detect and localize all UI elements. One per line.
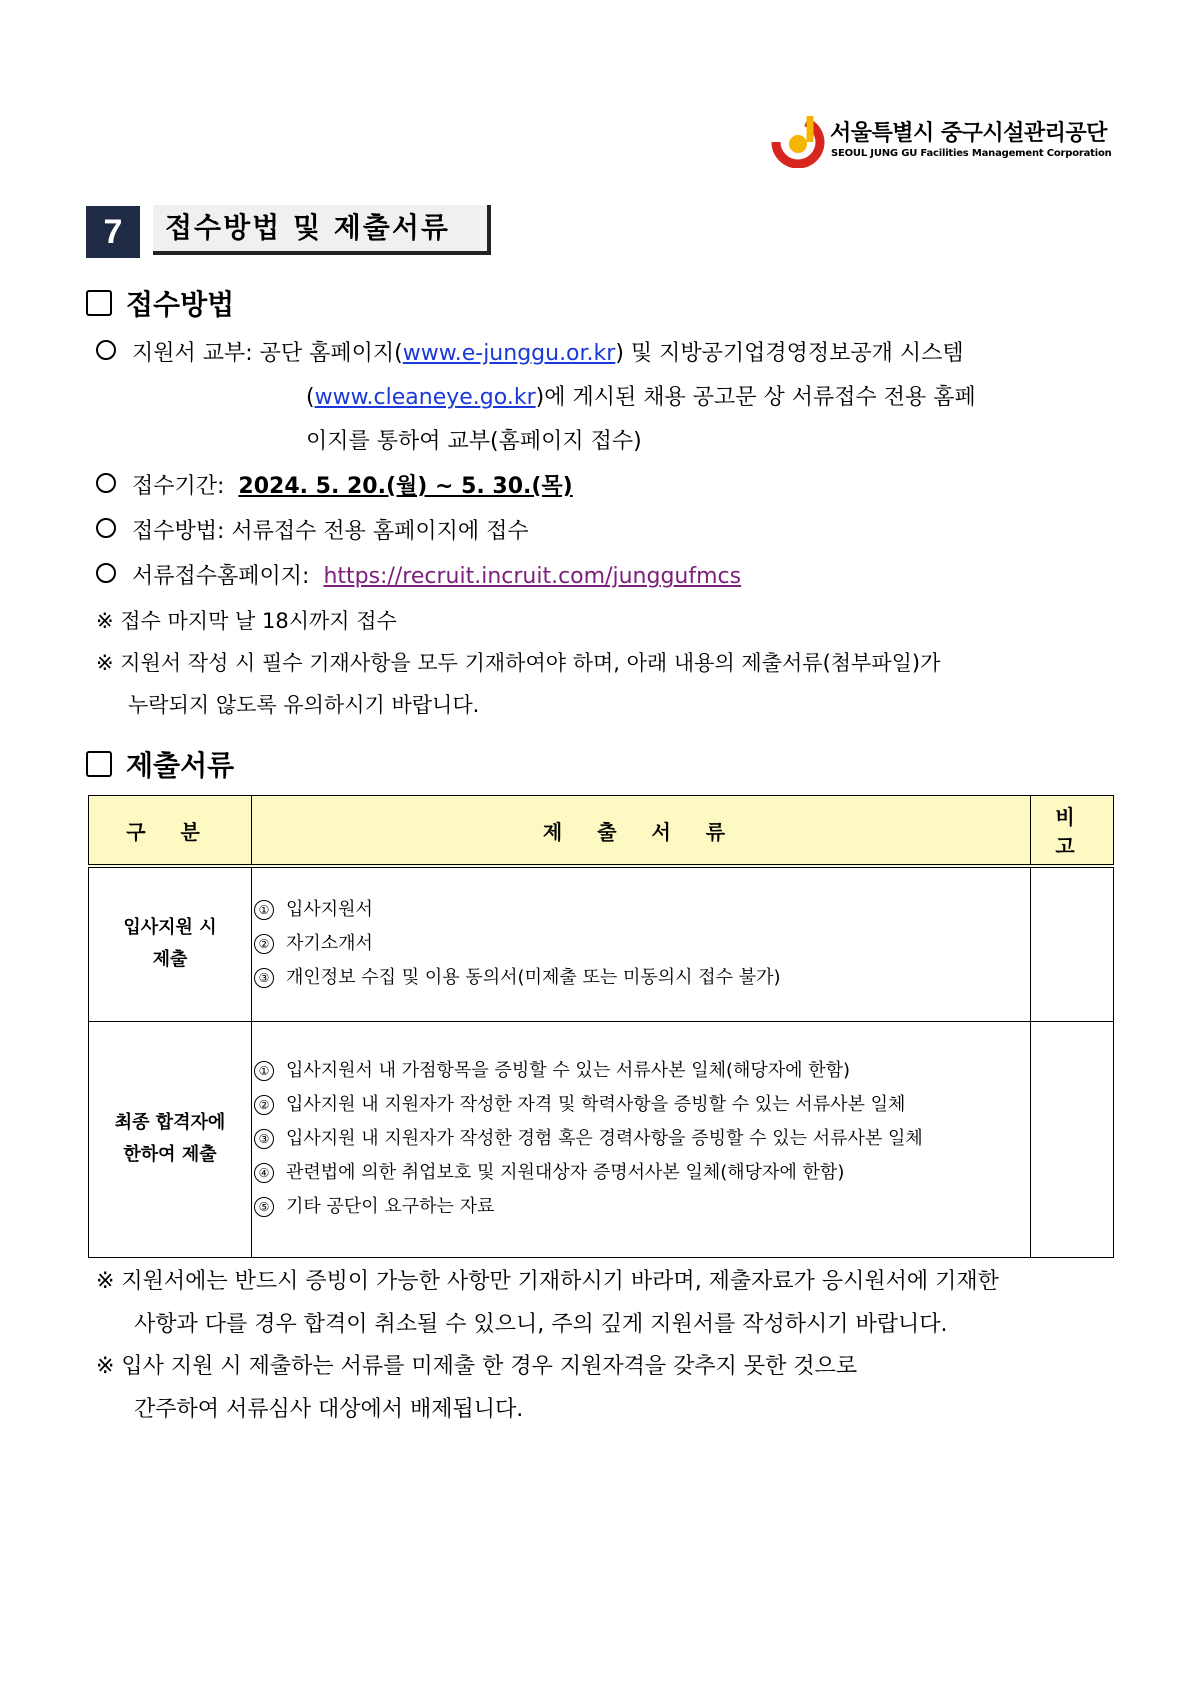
section-number: 7	[86, 206, 140, 258]
header-documents: 제 출 서 류	[252, 796, 1031, 867]
circle-bullet-icon	[96, 473, 116, 493]
list-item: ⑤ 기타 공단이 요구하는 자료	[254, 1190, 1030, 1224]
table-row	[89, 866, 1114, 1021]
table-header-row	[89, 796, 1114, 867]
org-logo	[770, 112, 1110, 168]
list-item: ② 입사지원 내 지원자가 작성한 자격 및 학력사항을 증빙할 수 있는 서류사본 일체	[254, 1088, 1030, 1122]
note-evidence-line1: ※ 지원서에는 반드시 증빙이 가능한 사항만 기재하시기 바라며, 제출자료가 응시원서에 기재한	[96, 1269, 999, 1294]
note-required-line1: ※ 지원서 작성 시 필수 기재사항을 모두 기재하여야 하며, 아래 내용의 제출서류(첨부파일)가	[96, 651, 941, 675]
list-item: ③ 개인정보 수집 및 이용 동의서(미제출 또는 미동의시 접수 불가)	[254, 961, 1030, 995]
row-remarks	[1031, 1021, 1114, 1257]
org-logo-icon	[770, 112, 826, 168]
distribution-line-2: (www.cleaneye.go.kr)에 게시된 채용 공고문 상 서류접수 전용 홈페	[306, 385, 976, 410]
documents-table	[88, 795, 1114, 1258]
org-name-en: SEOUL JUNG GU Facilities Management Corporation	[831, 148, 1112, 159]
period-line: 접수기간: 2024. 5. 20.(월) ~ 5. 30.(목)	[96, 472, 573, 502]
method-line: 접수방법: 서류접수 전용 홈페이지에 접수	[96, 517, 529, 547]
circle-bullet-icon	[96, 340, 116, 360]
list-item: ④ 관련법에 의한 취업보호 및 지원대상자 증명서사본 일체(해당자에 한함)	[254, 1156, 1030, 1190]
row-category: 입사지원 시 제출	[89, 866, 252, 1021]
table-row	[89, 1021, 1114, 1257]
homepage-line: 서류접수홈페이지: https://recruit.incruit.com/junggufmcs	[96, 562, 741, 592]
recruit-link[interactable]: https://recruit.incruit.com/junggufmcs	[323, 564, 742, 589]
documents-heading: 제출서류	[86, 744, 234, 784]
cleaneye-link[interactable]: www.cleaneye.go.kr	[314, 385, 536, 410]
period-value: 2024. 5. 20.(월) ~ 5. 30.(목)	[238, 474, 573, 499]
org-name-ko: 서울특별시 중구시설관리공단	[830, 121, 1107, 146]
note-exclusion-line1: ※ 입사 지원 시 제출하는 서류를 미제출 한 경우 지원자격을 갖추지 못한 것으로	[96, 1354, 858, 1379]
circle-bullet-icon	[96, 518, 116, 538]
header-remarks: 비 고	[1031, 796, 1114, 867]
distribution-line-3: 이지를 통하여 교부(홈페이지 접수)	[306, 429, 642, 454]
note-deadline: ※ 접수 마지막 날 18시까지 접수	[96, 609, 397, 633]
row-items	[252, 1021, 1031, 1257]
list-item: ② 자기소개서	[254, 927, 1030, 961]
row-items	[252, 866, 1031, 1021]
circle-bullet-icon	[96, 563, 116, 583]
header-category: 구 분	[89, 796, 252, 867]
section-title: 접수방법 및 제출서류	[153, 205, 491, 255]
list-item: ① 입사지원서	[254, 893, 1030, 927]
checkbox-square-icon	[86, 751, 112, 777]
list-item: ① 입사지원서 내 가점항목을 증빙할 수 있는 서류사본 일체(해당자에 한함)	[254, 1054, 1030, 1088]
note-exclusion-line2: 간주하여 서류심사 대상에서 배제됩니다.	[134, 1397, 524, 1422]
list-item: ③ 입사지원 내 지원자가 작성한 경험 혹은 경력사항을 증빙할 수 있는 서류사본 일체	[254, 1122, 1030, 1156]
reception-heading: 접수방법	[86, 283, 234, 323]
note-evidence-line2: 사항과 다를 경우 합격이 취소될 수 있으니, 주의 깊게 지원서를 작성하시기 바랍니다.	[134, 1312, 948, 1337]
row-category: 최종 합격자에 한하여 제출	[89, 1021, 252, 1257]
distribution-line-1: 지원서 교부: 공단 홈페이지(www.e-junggu.or.kr) 및 지방공기업경영정보공개 시스템	[96, 339, 1114, 369]
row-remarks	[1031, 866, 1114, 1021]
homepage-link[interactable]: www.e-junggu.or.kr	[402, 341, 616, 366]
note-required-line2: 누락되지 않도록 유의하시기 바랍니다.	[128, 693, 480, 717]
checkbox-square-icon	[86, 290, 112, 316]
